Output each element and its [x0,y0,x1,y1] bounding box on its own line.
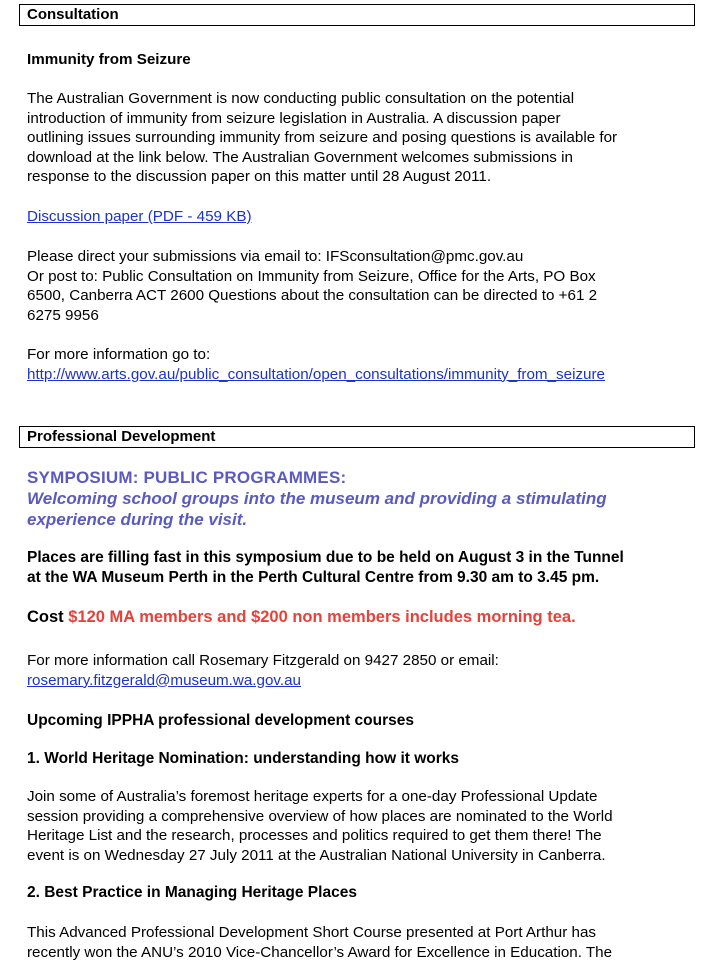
course2-title: 2. Best Practice in Managing Heritage Places [27,884,357,901]
upcoming-heading: Upcoming IPPHA professional development courses [27,712,415,729]
course1-line: Join some of Australia’s foremost heritage experts for a one-day Professional Update [27,788,598,805]
course2-description [27,923,699,962]
contact-line: For more information call Rosemary Fitzgerald on 9427 2850 or email: [27,652,499,669]
paragraph-line: outlining issues surrounding immunity from seizure and posing questions is available for [27,129,618,147]
places-info [27,548,699,588]
symposium-subtitle-line: Welcoming school groups into the museum and providing a stimulating [27,489,607,508]
section-header-consultation: Consultation [19,4,695,26]
submission-info [27,247,699,325]
course2-line: This Advanced Professional Development Short Course presented at Port Arthur has [27,924,596,941]
course2-line: recently won the ANU’s 2010 Vice-Chancellor’s Award for Excellence in Education. The [27,943,613,961]
course1-line: session providing a comprehensive overview of how places are nominated to the World [27,807,613,825]
immunity-title: Immunity from Seizure [27,51,191,68]
more-info-label: For more information go to: [27,346,211,363]
cost-detail: $120 MA members and $200 non members includes morning tea. [68,608,576,626]
submission-line: Please direct your submissions via email to: IFSconsultation@pmc.gov.au [27,248,524,265]
submission-line: 6500, Canberra ACT 2600 Questions about the consultation can be directed to +61 2 [27,287,598,305]
symposium-block [27,467,699,530]
places-line: at the WA Museum Perth in the Perth Cultural Centre from 9.30 am to 3.45 pm. [27,569,600,586]
contact-email-link[interactable]: rosemary.fitzgerald@museum.wa.gov.au [27,671,301,689]
discussion-paper-link[interactable]: Discussion paper (PDF - 459 KB) [27,208,252,225]
symposium-subtitle-line: experience during the visit. [27,510,248,529]
more-info [27,345,699,384]
section-header-professional-development: Professional Development [19,426,695,448]
discussion-paper-link-row [27,207,699,227]
contact-info [27,651,699,690]
submission-line: 6275 9956 [27,306,99,324]
places-line: Places are filling fast in this symposium due to be held on August 3 in the Tunnel [27,549,624,566]
course1-line: event is on Wednesday 27 July 2011 at the Australian National University in Canberra. [27,846,606,864]
course1-line: Heritage List and the research, processes and politics required to get them there! The [27,827,602,845]
consultation-paragraph [27,89,699,187]
symposium-title: SYMPOSIUM: PUBLIC PROGRAMMES: [27,468,347,487]
paragraph-line: response to the discussion paper on this matter until 28 August 2011. [27,168,492,186]
paragraph-line: The Australian Government is now conducting public consultation on the potential [27,90,575,107]
arts-consultation-link[interactable]: http://www.arts.gov.au/public_consultation/open_consultations/immunity_from_seizure [27,365,605,383]
course1-title: 1. World Heritage Nomination: understanding how it works [27,750,460,767]
paragraph-line: download at the link below. The Australian Government welcomes submissions in [27,148,573,166]
cost-label: Cost [27,608,64,626]
paragraph-line: introduction of immunity from seizure legislation in Australia. A discussion paper [27,109,561,127]
submission-line: Or post to: Public Consultation on Immunity from Seizure, Office for the Arts, PO Box [27,267,596,285]
cost-row [27,607,699,627]
course1-description [27,787,699,865]
